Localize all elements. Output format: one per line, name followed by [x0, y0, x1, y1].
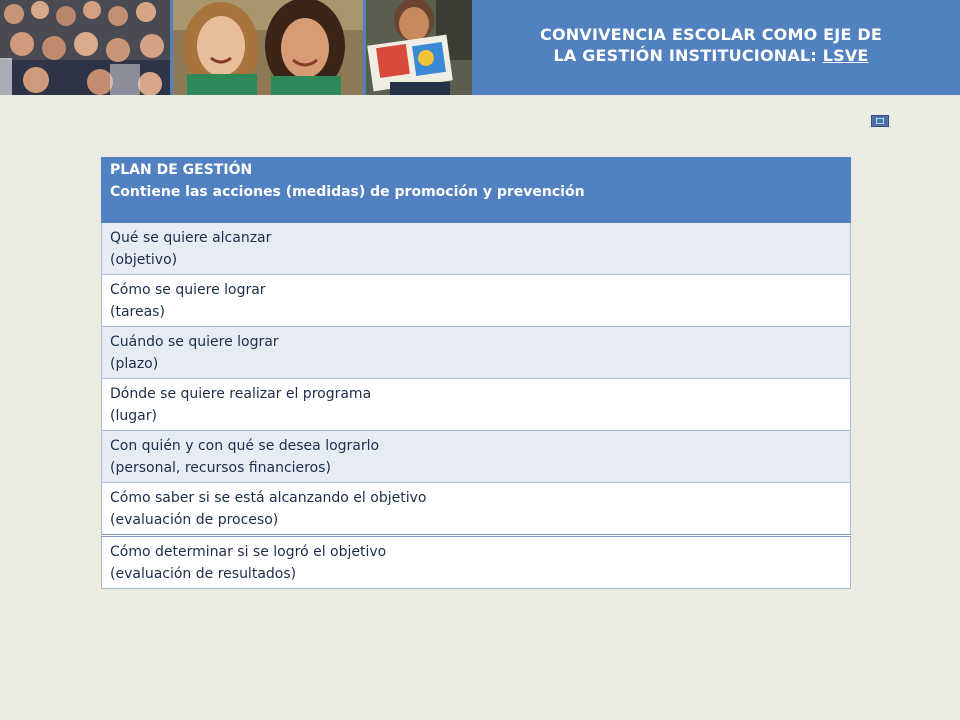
table-row — [102, 379, 851, 431]
table-header-row — [102, 158, 851, 223]
row-detail: (plazo) — [110, 356, 159, 372]
table-row — [102, 536, 851, 589]
row-label: Dónde se quiere realizar el programa — [110, 386, 372, 402]
row-label: Cómo saber si se está alcanzando el objetivo — [110, 490, 427, 506]
title-line-2 — [476, 45, 946, 66]
table-header-cell — [102, 158, 851, 223]
table-cell — [102, 483, 851, 536]
title-line-1: CONVIVENCIA ESCOLAR COMO EJE DE — [540, 25, 882, 44]
table-header-subtitle: Contiene las acciones (medidas) de promoción y prevención — [110, 184, 585, 200]
table-row — [102, 223, 851, 275]
nav-button-icon[interactable] — [871, 115, 889, 127]
page-title — [476, 24, 946, 66]
table-cell — [102, 223, 851, 275]
table-cell — [102, 327, 851, 379]
table-cell — [102, 379, 851, 431]
row-detail: (objetivo) — [110, 252, 178, 268]
row-detail: (lugar) — [110, 408, 157, 424]
header-banner — [0, 0, 960, 95]
table-header-title: PLAN DE GESTIÓN — [110, 162, 253, 178]
title-lsve-link[interactable]: LSVE — [822, 46, 869, 65]
row-detail: (tareas) — [110, 304, 165, 320]
row-label: Cómo determinar si se logró el objetivo — [110, 544, 387, 560]
table-cell — [102, 431, 851, 483]
row-detail: (evaluación de resultados) — [110, 566, 297, 582]
table-row — [102, 327, 851, 379]
table-cell — [102, 536, 851, 589]
table-row — [102, 275, 851, 327]
table-cell — [102, 275, 851, 327]
plan-table — [101, 157, 851, 589]
row-label: Qué se quiere alcanzar — [110, 230, 272, 246]
title-line-2-prefix: LA GESTIÓN INSTITUCIONAL: — [553, 46, 823, 65]
row-label: Cómo se quiere lograr — [110, 282, 266, 298]
table-row — [102, 431, 851, 483]
students-crowd-photo — [0, 0, 170, 95]
table-row — [102, 483, 851, 536]
row-label: Cuándo se quiere lograr — [110, 334, 279, 350]
row-detail: (personal, recursos financieros) — [110, 460, 331, 476]
row-detail: (evaluación de proceso) — [110, 512, 279, 528]
boy-reading-book-photo — [366, 0, 472, 95]
row-label: Con quién y con qué se desea lograrlo — [110, 438, 380, 454]
smiling-girls-photo — [173, 0, 363, 95]
